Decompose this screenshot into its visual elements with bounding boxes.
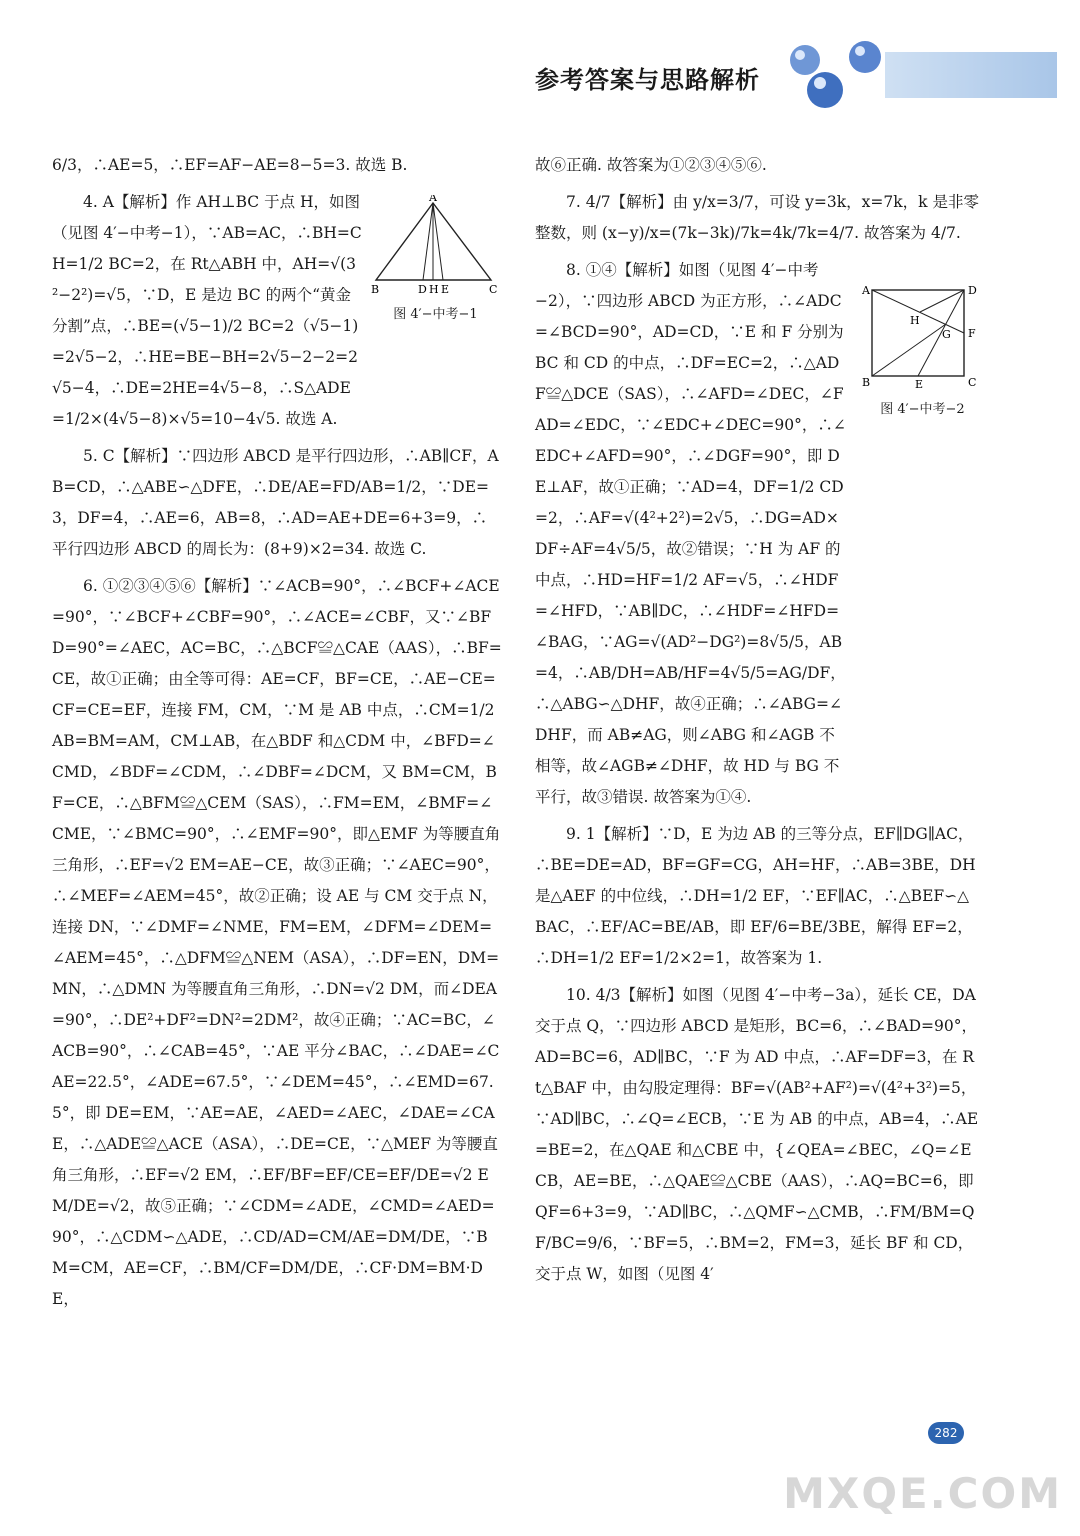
answer-paragraph: 5. C【解析】∵四边形 ABCD 是平行四边形，∴AB∥CF，AB=CD，∴△ABE∽△DFE，∴DE/AE=FD/AB=1/2，∵DE=3，DF=4，∴AE=6，AB=8，∴AD=AE+DE=6+3=9，∴平行四边形 ABCD 的周长为：(8+9)×2=34. 故选 C.	[52, 447, 499, 558]
page-header-title: 参考答案与思路解析	[535, 66, 760, 94]
left-column	[52, 150, 502, 1321]
answer-paragraph: 6/3，∴AE=5，∴EF=AF−AE=8−5=3. 故选 B.	[52, 156, 408, 174]
triangle-diagram	[371, 195, 501, 295]
figure-square	[860, 280, 985, 417]
answer-paragraph: 故⑥正确. 故答案为①②③④⑤⑥.	[535, 156, 767, 174]
answer-paragraph: 6. ①②③④⑤⑥【解析】∵∠ACB=90°，∴∠BCF+∠ACE=90°，∵∠BCF+∠CBF=90°，∴∠ACE=∠CBF，又∵∠BFD=90°=∠AEC，AC=BC，∴△BCF≌△CAE（AAS），∴BF=CE，故①正确；由全等可得：AE=CF，BF=CE，∴AE−CE=CF=CE=EF，连接 FM，CM，∵M 是 AB 中点，∴CM=1/2 AB=BM=AM，CM⊥AB，在△BDF 和△CDM 中，∠BFD=∠CMD，∠BDF=∠CDM，∴∠DBF=∠DCM，又 BM=CM，BF=CE，∴△BFM≌△CEM（SAS），∴FM=EM，∠BMF=∠CME，∵∠BMC=90°，∴∠EMF=90°，即△EMF 为等腰直角三角形，∴EF=√2 EM=AE−CE，故③正确；∵∠AEC=90°，∴∠MEF=∠AEM=45°，故②正确；设 AE 与 CM 交于点 N，连接 DN，∵∠DMF=∠NME，FM=EM，∠DFM=∠DEM=∠AEM=45°，∴△DFM≌△NEM（ASA），∴DF=EN，DM=MN，∴△DMN 为等腰直角三角形，∴DN=√2 DM，而∠DEA=90°，∴DE²+DF²=DN²=2DM²，故④正确；∵AC=BC，∠ACB=90°，∴∠CAB=45°，∵AE 平分∠BAC，∴∠DAE=∠CAE=22.5°，∠ADE=67.5°，∵∠DEM=45°，∴∠EMD=67.5°，即 DE=EM，∵AE=AE，∠AED=∠AEC，∠DAE=∠CAE，∴△ADE≌△ACE（ASA），∴DE=CE，∵△MEF 为等腰直角三角形，∴EF=√2 EM，∴EF/BF=EF/CE=EF/DE=√2 EM/DE=√2，故⑤正确；∵∠CDM=∠ADE，∠CMD=∠AED=90°，∴△CDM∽△ADE，∴CD/AD=CM/AE=DM/DE，∵BM=CM，AE=CF，∴BM/CF=DM/DE，∴CF·DM=BM·DE，	[52, 577, 502, 1308]
figure-caption: 图 4′−中考−1	[393, 307, 478, 322]
page-number: 282	[928, 1422, 964, 1444]
figure-triangle	[368, 195, 503, 322]
label-H: H	[910, 314, 920, 327]
square-diagram	[860, 280, 985, 390]
watermark: MXQE.COM	[783, 1469, 1062, 1518]
header-band	[885, 52, 1057, 98]
label-E: E	[915, 378, 924, 390]
label-D: D	[417, 283, 427, 295]
label-E: E	[440, 283, 449, 295]
label-B: B	[862, 376, 871, 389]
label-C: C	[488, 283, 497, 295]
answer-paragraph: 4. A【解析】作 AH⊥BC 于点 H，如图（见图 4′−中考−1），∵AB=AC，∴BH=CH=1/2 BC=2，在 Rt△ABH 中，AH=√(3²−2²)=√5，∵D，E 是边 BC 的两个“黄金分割”点，∴BE=(√5−1)/2 BC=2（√5−1)=2√5−2，∴HE=BE−BH=2√5−2−2=2√5−4，∴DE=2HE=4√5−8，∴S△ADE=1/2×(4√5−8)×√5=10−4√5. 故选 A.	[52, 193, 362, 428]
label-A: A	[428, 195, 437, 204]
answer-paragraph: 10. 4/3【解析】如图（见图 4′−中考−3a），延长 CE，DA 交于点 Q，∵四边形 ABCD 是矩形，BC=6，∴∠BAD=90°，AD=BC=6，AD∥BC，∵F 为 AD 中点，∴AF=DF=3，在 Rt△BAF 中，由勾股定理得：BF=√(AB²+AF²)=√(4²+3²)=5，∵AD∥BC，∴∠Q=∠ECB，∵E 为 AB 的中点，AB=4，∴AE=BE=2，在△QAE 和△CBE 中，{∠QEA=∠BEC，∠Q=∠ECB，AE=BE，∴△QAE≌△CBE（AAS），∴AQ=BC=6，即 QF=6+3=9，∵AD∥BC，∴△QMF∽△CMB，∴FM/BM=QF/BC=9/6，∵BF=5，∴BM=2，FM=3，延长 BF 和 CD，交于点 W，如图（见图 4′	[535, 986, 979, 1283]
label-B: B	[370, 283, 379, 295]
answer-paragraph: 9. 1【解析】∵D，E 为边 AB 的三等分点，EF∥DG∥AC，∴BE=DE=AD，BF=GF=CG，AH=HF，∴AB=3BE，DH 是△AEF 的中位线，∴DH=1/2 EF，∵EF∥AC，∴△BEF∽△BAC，∴EF/AC=BE/AB，即 EF/6=BE/3BE，解得 EF=2，∴DH=1/2 EF=1/2×2=1，故答案为 1.	[535, 825, 976, 967]
label-F: F	[968, 327, 976, 340]
label-A: A	[862, 284, 870, 297]
label-H: H	[428, 283, 439, 295]
label-D: D	[968, 284, 977, 297]
label-G: G	[942, 328, 951, 341]
figure-caption: 图 4′−中考−2	[880, 402, 965, 417]
label-C: C	[968, 376, 977, 389]
answer-paragraph: 8. ①④【解析】如图（见图 4′−中考−2），∵四边形 ABCD 为正方形，∴∠ADC=∠BCD=90°，AD=CD，∵E 和 F 分别为 BC 和 CD 的中点，∴DF=EC=2，∴△ADF≌△DCE（SAS），∴∠AFD=∠DEC，∠FAD=∠EDC，∵∠EDC+∠DEC=90°，∴∠EDC+∠AFD=90°，∴∠DGF=90°，即 DE⊥AF，故①正确；∵AD=4，DF=1/2 CD=2，∴AF=√(4²+2²)=2√5，∴DG=AD×DF÷AF=4√5/5，故②错误；∵H 为 AF 的中点，∴HD=HF=1/2 AF=√5，∴∠HDF=∠HFD，∵AB∥DC，∴∠HDF=∠HFD=∠BAG，∵AG=√(AD²−DG²)=8√5/5，AB=4，∴AB/DH=AB/HF=4√5/5=AG/DF，∴△ABG∽△DHF，故④正确；∴∠ABG=∠DHF，而 AB≠AG，则∠ABG 和∠AGB 不相等，故∠AGB≠∠DHF，故 HD 与 BG 不平行，故③错误. 故答案为①④.	[535, 261, 846, 806]
decorative-balls-icon	[780, 35, 890, 115]
answer-paragraph: 7. 4/7【解析】由 y/x=3/7，可设 y=3k，x=7k，k 是非零整数，则 (x−y)/x=(7k−3k)/7k=4k/7k=4/7. 故答案为 4/7.	[535, 193, 979, 242]
